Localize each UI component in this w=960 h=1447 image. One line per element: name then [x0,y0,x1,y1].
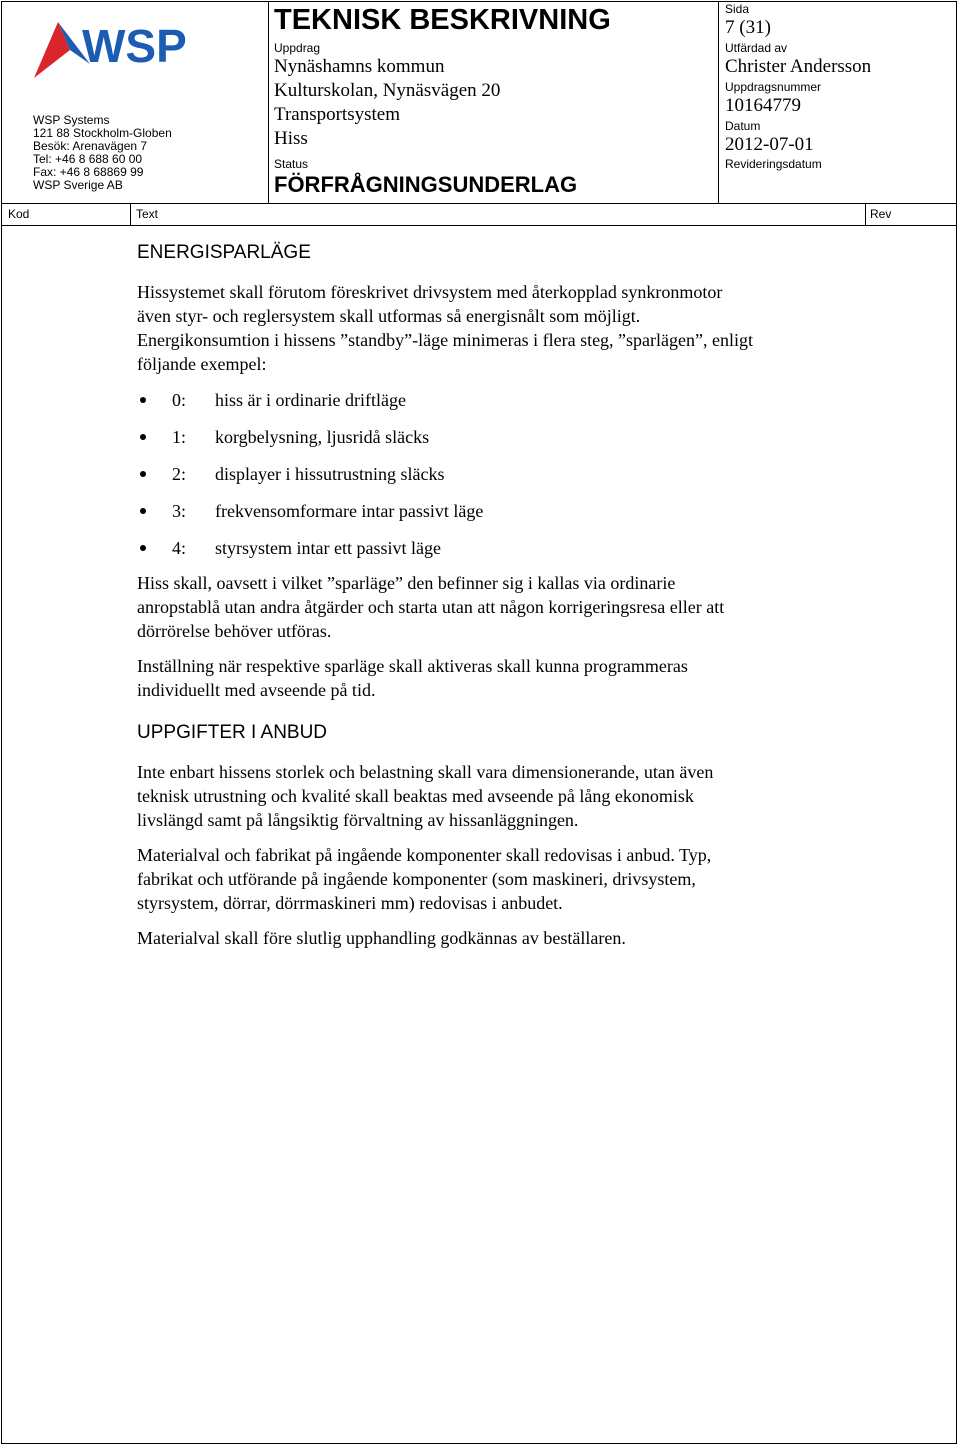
header-bottom-line [1,203,957,204]
list-item-text: styrsystem intar ett passivt läge [215,538,441,558]
text-line: Inställning när respektive sparläge skall aktiveras skall kunna programmeras [137,656,688,676]
paragraph-godkannas: Materialval skall före slutlig upphandling godkännas av beställaren. [137,928,626,948]
text-line: anropstablå utan andra åtgärder och starta utan att någon korrigeringsresa eller att [137,597,725,617]
company-fax: Fax: +46 8 68869 99 [33,165,144,179]
uppdrag-line: Nynäshamns kommun [274,56,445,77]
text-line: Hiss skall, oavsett i vilket ”sparläge” den befinner sig i kallas via ordinarie [137,573,676,593]
sida-label: Sida [725,2,750,16]
revideringsdatum-label: Revideringsdatum [725,157,822,171]
text-line: följande exempel: [137,354,267,374]
text-line: fabrikat och utförande på ingående komponenter (som maskineri, drivsystem, [137,869,696,889]
status-label: Status [274,157,309,171]
company-block [33,114,172,192]
bullet-icon [140,397,146,403]
text-line: även styr- och reglersystem skall utformas så energisnålt som möjligt. [137,306,641,326]
status-value: FÖRFRÅGNINGSUNDERLAG [274,172,578,197]
text-line: Hissystemet skall förutom föreskrivet drivsystem med återkopplad synkronmotor [137,282,723,302]
company-org: WSP Sverige AB [33,178,123,192]
column-text: Text [136,207,159,221]
list-item-number: 4: [172,538,187,558]
text-line: individuellt med avseende på tid. [137,680,376,700]
datum-value: 2012-07-01 [725,134,814,155]
bullet-icon [140,508,146,514]
column-divider-kod [130,203,131,226]
section-heading-uppgifter: UPPGIFTER I ANBUD [137,722,328,743]
column-header-line [1,225,957,226]
company-address: 121 88 Stockholm-Globen [33,126,172,140]
paragraph-installning [137,654,688,702]
column-divider-rev [865,203,866,226]
text-line: Materialval och fabrikat på ingående komponenter skall redovisas i anbud. Typ, [137,845,712,865]
company-visit: Besök: Arenavägen 7 [33,139,148,153]
utfardad-label: Utfärdad av [725,41,788,55]
uppdrag-line: Hiss [274,128,308,149]
list-item-text: hiss är i ordinarie driftläge [215,390,406,410]
list-item-number: 1: [172,427,187,447]
paragraph-intro [137,280,753,376]
uppdrag-line: Kulturskolan, Nynäsvägen 20 [274,80,501,101]
paragraph-hiss-skall [137,571,724,643]
header-divider-left [268,1,269,203]
uppdragsnummer-value: 10164779 [725,95,801,116]
text-line: styrsystem, dörrar, dörrmaskineri mm) redovisas i anbudet. [137,893,563,913]
text-line: teknisk utrustning och kvalité skall beaktas med avseende på lång ekonomisk [137,786,694,806]
text-line: Inte enbart hissens storlek och belastning skall vara dimensionerande, utan även [137,762,714,782]
paragraph-inte-enbart [137,760,713,832]
column-kod: Kod [8,207,30,221]
text-line: dörrörelse behöver utföras. [137,621,332,641]
utfardad-value: Christer Andersson [725,56,872,77]
uppdrag-block [274,55,500,151]
bullet-icon [140,471,146,477]
text-line: livslängd samt på långsiktig förvaltning av hissanläggningen. [137,810,579,830]
sida-value: 7 (31) [725,17,771,38]
list-item-text: frekvensomformare intar passivt läge [215,501,484,521]
document-title: TEKNISK BESKRIVNING [274,4,611,36]
list-item-text: korgbelysning, ljusridå släcks [215,427,430,447]
list-item-number: 0: [172,390,187,410]
uppdragsnummer-label: Uppdragsnummer [725,80,822,94]
list-item-number: 2: [172,464,187,484]
bullet-icon [140,545,146,551]
company-name: WSP Systems [33,113,110,127]
datum-label: Datum [725,119,761,133]
list-item-number: 3: [172,501,187,521]
uppdrag-line: Transportsystem [274,104,400,125]
wsp-logo [30,14,226,84]
list-item-text: displayer i hissutrustning släcks [215,464,445,484]
uppdrag-label: Uppdrag [274,41,321,55]
logo-red-shape [34,22,70,78]
paragraph-materialval [137,843,711,915]
company-tel: Tel: +46 8 688 60 00 [33,152,143,166]
logo-text: WSP [82,20,187,72]
column-rev: Rev [870,207,892,221]
header-divider-right [718,1,719,203]
bullet-icon [140,434,146,440]
text-line: Energikonsumtion i hissens ”standby”-läge minimeras i flera steg, ”sparlägen”, enligt [137,330,753,350]
section-heading-energisparlage: ENERGISPARLÄGE [137,242,311,263]
